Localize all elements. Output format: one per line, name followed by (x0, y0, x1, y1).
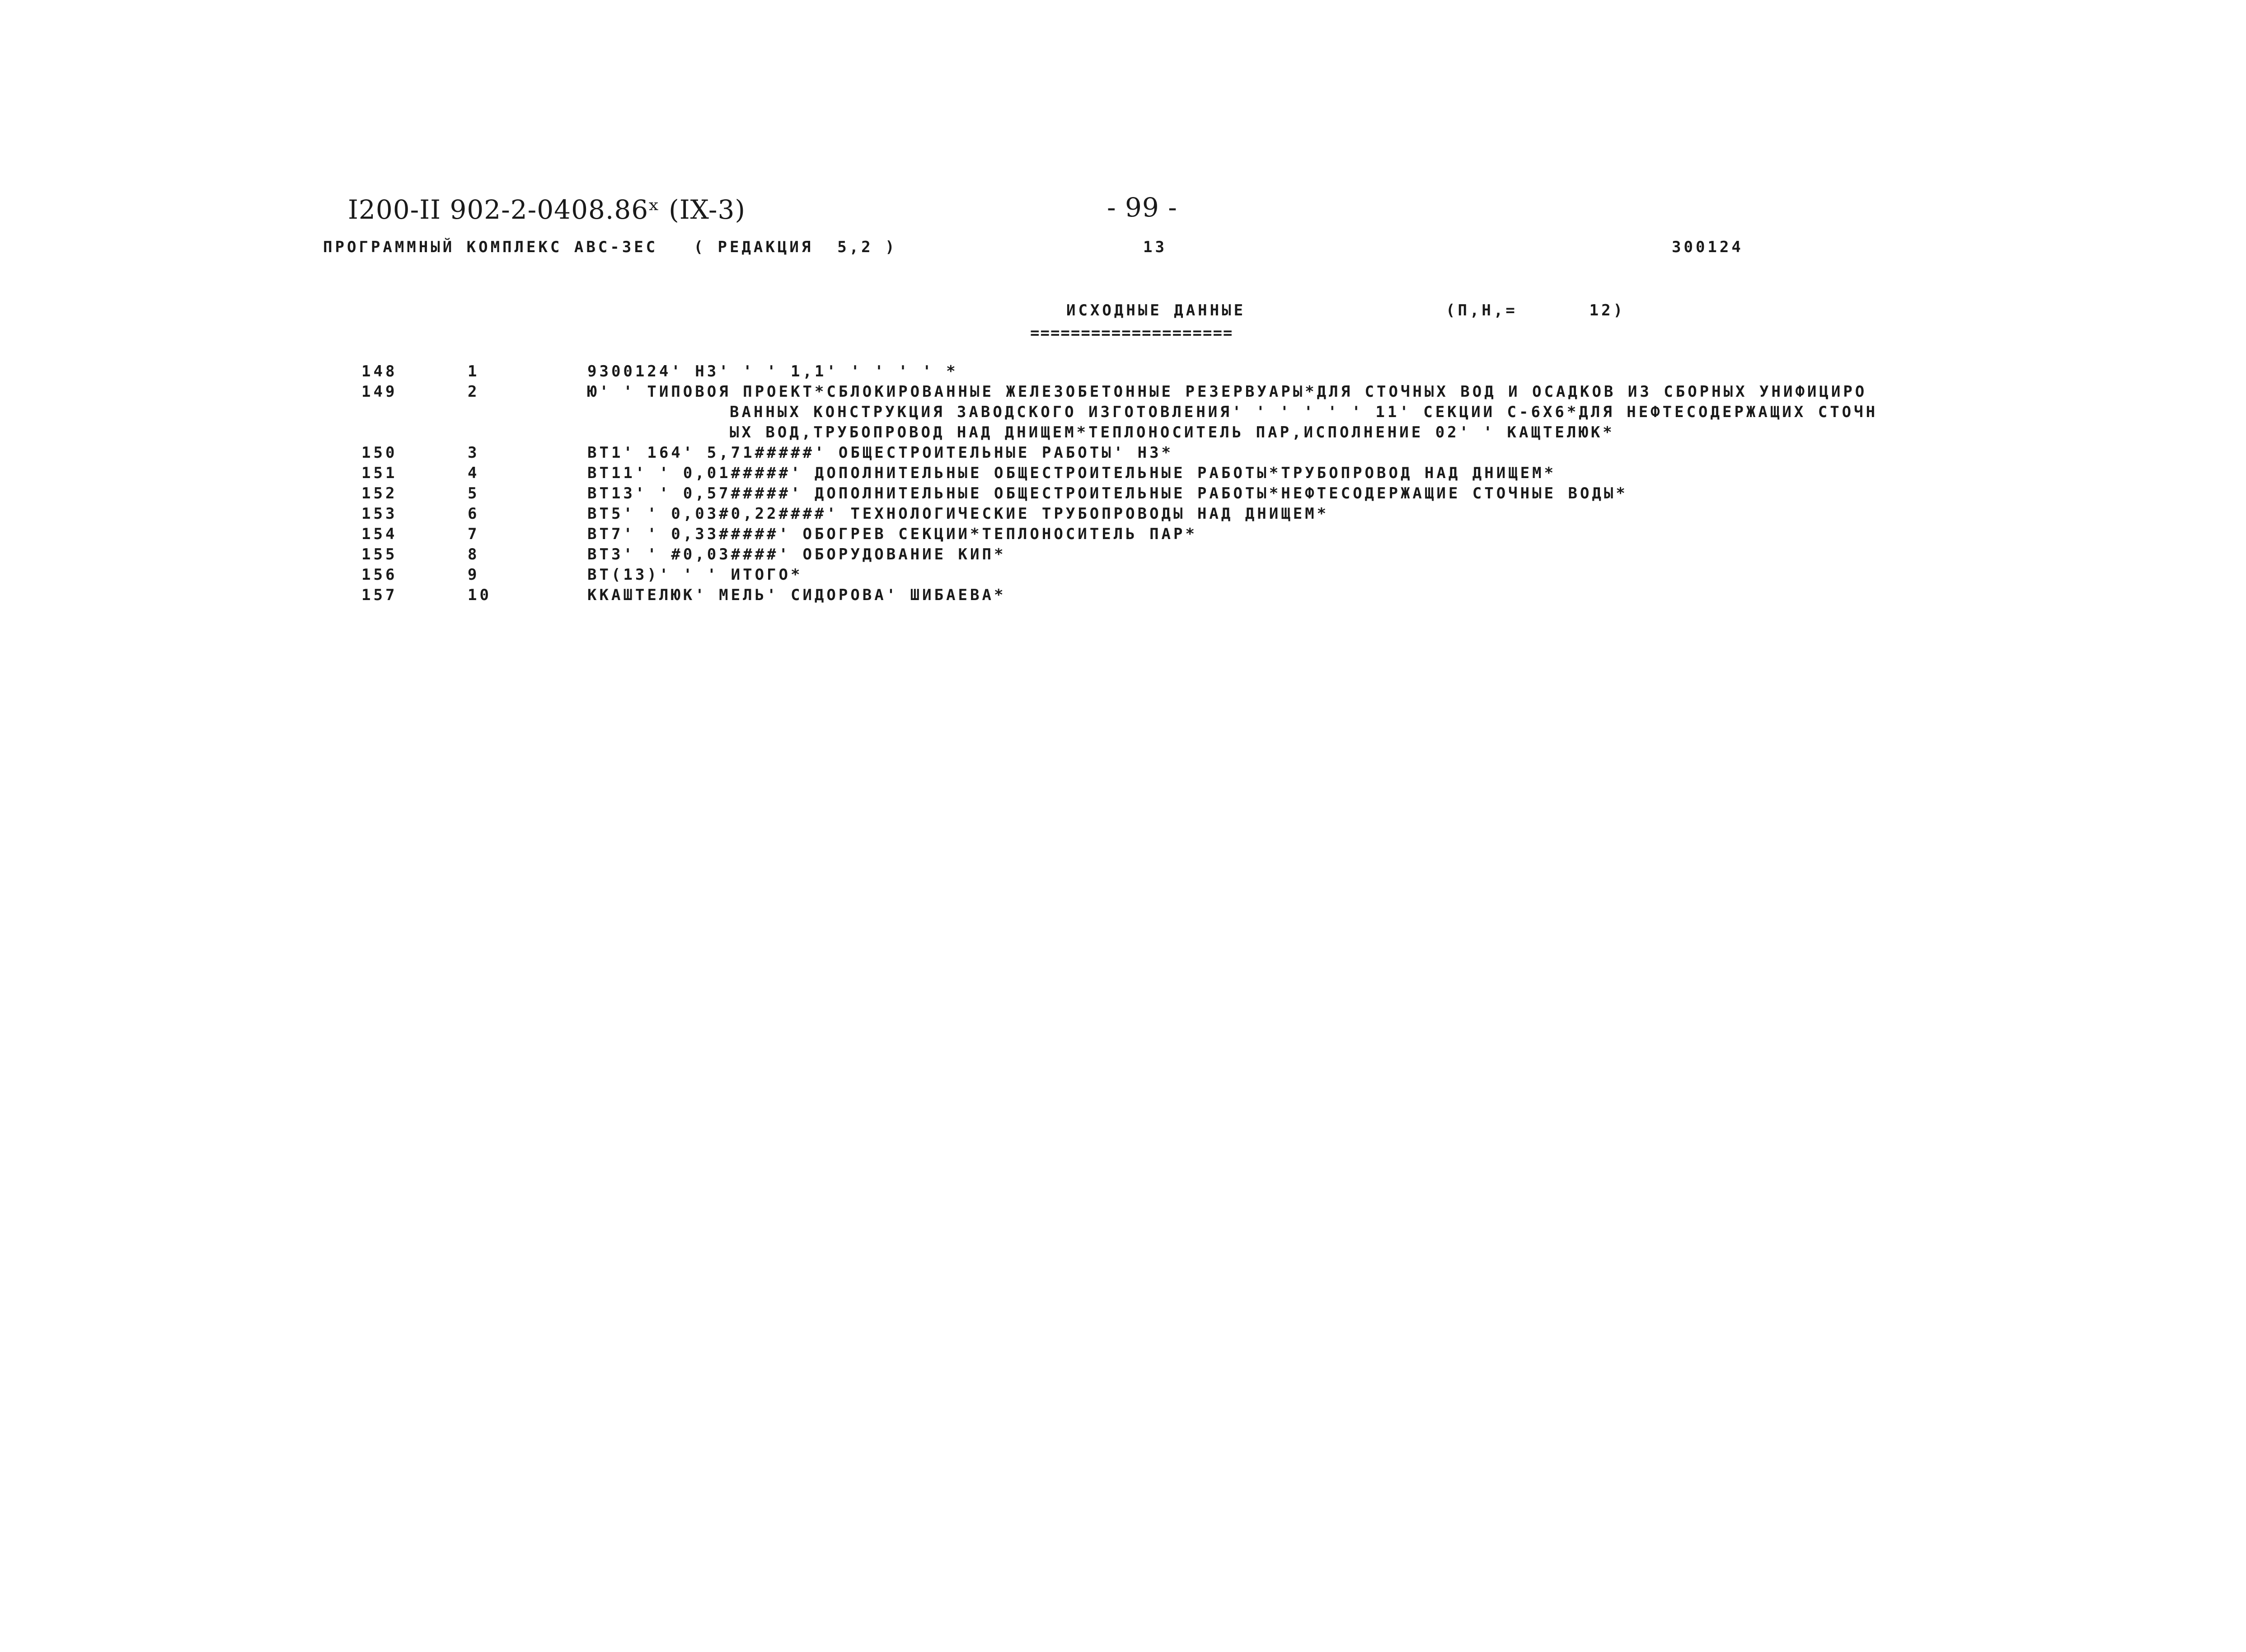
row-sequence-number: 153 (361, 505, 398, 523)
row-text: ВТ13' ' 0,57#####' ДОПОЛНИТЕЛЬНЫЕ ОБЩЕСТРОИТЕЛЬНЫЕ РАБОТЫ*НЕФТЕСОДЕРЖАЩИЕ СТОЧНЫЕ ВОДЫ* (587, 484, 1628, 502)
listing-row (0, 506, 2246, 526)
row-text: ВАННЫХ КОНСТРУКЦИЯ ЗАВОДСКОГО ИЗГОТОВЛЕНИЯ' ' ' ' ' ' 11' СЕКЦИИ С-6Х6*ДЛЯ НЕФТЕСОДЕРЖАЩИХ СТОЧН (730, 403, 1878, 421)
row-text: ВТ3' ' #0,03####' ОБОРУДОВАНИЕ КИП* (587, 545, 1006, 563)
row-sequence-number: 154 (361, 525, 398, 543)
row-line-number: 5 (468, 484, 480, 502)
listing-row (0, 465, 2246, 485)
listing-row (0, 486, 2246, 506)
section-title: ИСХОДНЫЕ ДАННЫЕ (1066, 301, 1246, 319)
section-underline: ==================== (1030, 324, 1233, 342)
listing-row (0, 384, 2246, 404)
program-title: ПРОГРАММНЫЙ КОМПЛЕКС АВС-3ЕС ( РЕДАКЦИЯ 5,2 ) (323, 238, 897, 256)
listing-row (0, 526, 2246, 546)
row-line-number: 8 (468, 545, 480, 563)
row-sequence-number: 150 (361, 444, 398, 462)
row-text: ККАШТЕЛЮК' МЕЛЬ' СИДОРОВА' ШИБАЕВА* (587, 586, 1006, 604)
row-text: ЫХ ВОД,ТРУБОПРОВОД НАД ДНИЩЕМ*ТЕПЛОНОСИТЕЛЬ ПАР,ИСПОЛНЕНИЕ 02' ' КАЩТЕЛЮК* (730, 423, 1615, 441)
row-sequence-number: 151 (361, 464, 398, 482)
listing-row (0, 547, 2246, 567)
row-text: ВТ(13)' ' ' ИТОГО* (587, 566, 803, 584)
row-line-number: 6 (468, 505, 480, 523)
row-text: ВТ5' ' 0,03#0,22####' ТЕХНОЛОГИЧЕСКИЕ ТРУБОПРОВОДЫ НАД ДНИЩЕМ* (587, 505, 1329, 523)
row-line-number: 10 (468, 586, 492, 604)
row-text: Ю' ' ТИПОВОЯ ПРОЕКТ*СБЛОКИРОВАННЫЕ ЖЕЛЕЗОБЕТОННЫЕ РЕЗЕРВУАРЫ*ДЛЯ СТОЧНЫХ ВОД И ОСАДКОВ ИЗ СБОРНЫХ УНИФИЦИРО (587, 383, 1867, 401)
listing-row (0, 404, 2246, 424)
document-code: I200-II 902-2-0408.86ˣ (IX-3) (348, 194, 746, 225)
row-text: ВТ7' ' 0,33#####' ОБОГРЕВ СЕКЦИИ*ТЕПЛОНОСИТЕЛЬ ПАР* (587, 525, 1197, 543)
row-sequence-number: 156 (361, 566, 398, 584)
row-line-number: 1 (468, 362, 480, 380)
listing-row (0, 587, 2246, 607)
listing-row (0, 445, 2246, 465)
row-sequence-number: 149 (361, 383, 398, 401)
listing-row (0, 567, 2246, 587)
row-sequence-number: 155 (361, 545, 398, 563)
row-line-number: 2 (468, 383, 480, 401)
page-number: - 99 - (1107, 192, 1177, 223)
row-sequence-number: 152 (361, 484, 398, 502)
row-sequence-number: 157 (361, 586, 398, 604)
row-line-number: 9 (468, 566, 480, 584)
row-line-number: 7 (468, 525, 480, 543)
section-parameter: (П,Н,= 12) (1446, 301, 1626, 319)
row-sequence-number: 148 (361, 362, 398, 380)
row-text: ВТ1' 164' 5,71#####' ОБЩЕСТРОИТЕЛЬНЫЕ РАБОТЫ' НЗ* (587, 444, 1174, 462)
row-line-number: 3 (468, 444, 480, 462)
row-text: ВТ11' ' 0,01#####' ДОПОЛНИТЕЛЬНЫЕ ОБЩЕСТРОИТЕЛЬНЫЕ РАБОТЫ*ТРУБОПРОВОД НАД ДНИЩЕМ* (587, 464, 1557, 482)
row-line-number: 4 (468, 464, 480, 482)
sheet-number: 13 (1143, 238, 1167, 256)
document-id: 300124 (1672, 238, 1744, 256)
listing-row (0, 364, 2246, 384)
listing-row (0, 425, 2246, 445)
row-text: 9300124' НЗ' ' ' 1,1' ' ' ' ' * (587, 362, 958, 380)
